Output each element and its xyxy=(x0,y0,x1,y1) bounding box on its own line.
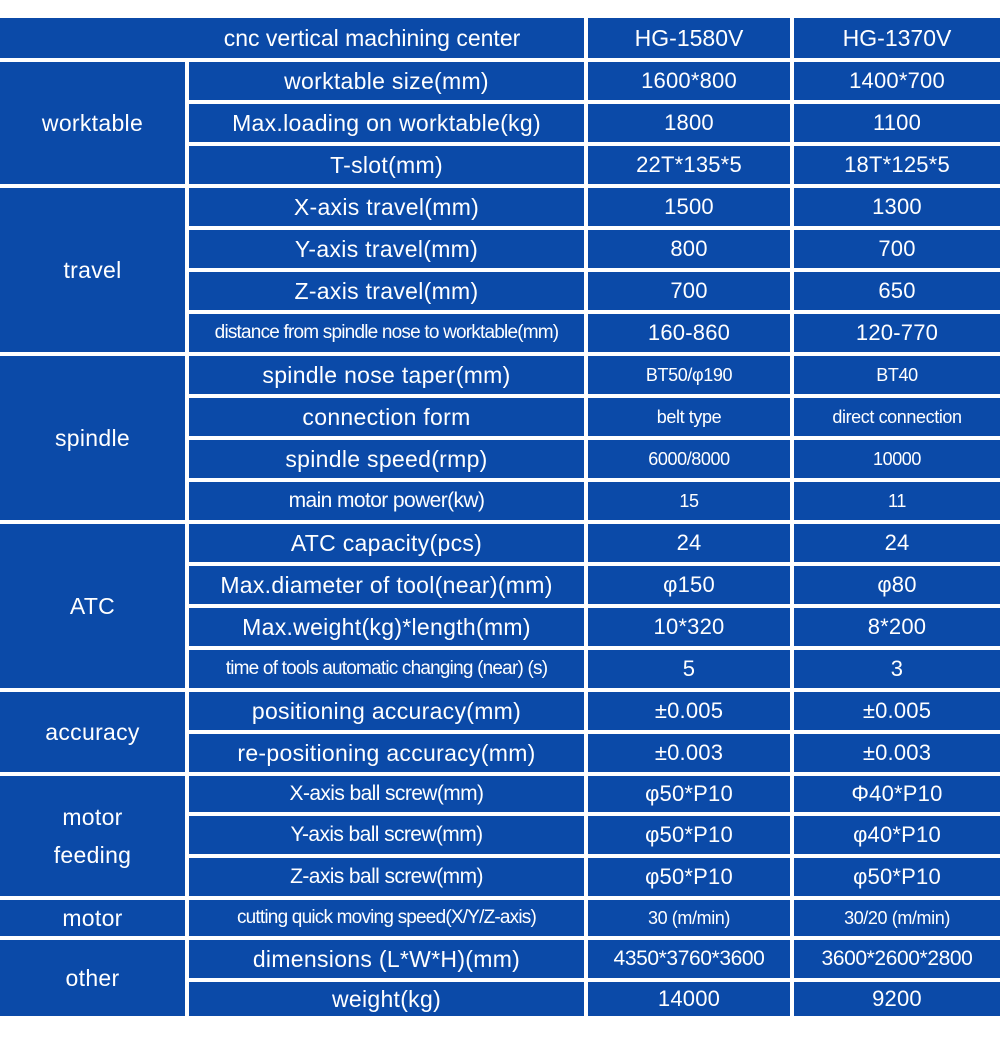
row-value-model-a-cell xyxy=(588,940,790,978)
row-value-model-a: 10*320 xyxy=(653,614,725,640)
row-value-model-b-cell xyxy=(794,230,1000,268)
row-label-cell xyxy=(189,188,584,226)
row-label: Max.weight(kg)*length(mm) xyxy=(242,613,531,640)
row-value-model-b: 8*200 xyxy=(867,614,927,640)
row-label-cell xyxy=(189,816,584,854)
row-value-model-a-cell xyxy=(588,776,790,812)
row-label-cell xyxy=(189,398,584,436)
row-value-model-b-cell xyxy=(794,314,1000,352)
row-label: X-axis travel(mm) xyxy=(293,193,480,220)
model-b-name: HG-1370V xyxy=(842,24,952,51)
row-value-model-b: 700 xyxy=(878,236,916,262)
row-label-cell xyxy=(189,692,584,730)
row-value-model-b: φ40*P10 xyxy=(853,822,941,848)
row-label: Z-axis ball screw(mm) xyxy=(290,864,483,888)
row-label: spindle speed(rmp) xyxy=(285,445,488,472)
row-label-cell xyxy=(189,566,584,604)
row-label: ATC capacity(pcs) xyxy=(290,529,483,556)
row-value-model-a: 4350*3760*3600 xyxy=(613,946,765,970)
row-value-model-b: 30/20 (m/min) xyxy=(844,907,950,928)
row-value-model-a-cell xyxy=(588,62,790,100)
row-value-model-a: BT50/φ190 xyxy=(645,364,733,385)
row-label: cutting quick moving speed(X/Y/Z-axis) xyxy=(236,907,537,929)
row-label: Max.loading on worktable(kg) xyxy=(232,109,541,136)
model-b-header xyxy=(794,18,1000,58)
row-value-model-b: 10000 xyxy=(872,448,922,469)
row-value-model-b-cell xyxy=(794,692,1000,730)
row-label-cell xyxy=(189,734,584,772)
group-2-name: spindle xyxy=(55,424,130,451)
row-value-model-b-cell xyxy=(794,482,1000,520)
row-label-cell xyxy=(189,982,584,1016)
row-value-model-a: φ50*P10 xyxy=(645,864,733,890)
row-value-model-b: ±0.003 xyxy=(862,740,932,766)
row-label-cell xyxy=(189,940,584,978)
row-value-model-b: 3 xyxy=(890,656,904,682)
group-3-name-cell xyxy=(0,524,185,688)
row-value-model-b-cell xyxy=(794,104,1000,142)
row-label-cell xyxy=(189,858,584,896)
row-value-model-a-cell xyxy=(588,356,790,394)
row-value-model-a-cell xyxy=(588,146,790,184)
row-value-model-b-cell xyxy=(794,650,1000,688)
row-value-model-a-cell xyxy=(588,314,790,352)
row-value-model-a: ±0.003 xyxy=(654,740,724,766)
row-label-cell xyxy=(189,62,584,100)
row-value-model-b-cell xyxy=(794,62,1000,100)
row-label-cell xyxy=(189,482,584,520)
group-4-name-cell xyxy=(0,692,185,772)
row-label: spindle nose taper(mm) xyxy=(262,361,511,388)
group-4-name: accuracy xyxy=(45,718,140,745)
row-value-model-b: φ80 xyxy=(877,572,917,598)
row-value-model-b-cell xyxy=(794,858,1000,896)
row-value-model-b-cell xyxy=(794,816,1000,854)
row-label-cell xyxy=(189,356,584,394)
row-value-model-b-cell xyxy=(794,272,1000,310)
group-1-name: travel xyxy=(63,256,122,283)
row-value-model-b-cell xyxy=(794,982,1000,1016)
row-value-model-a: φ50*P10 xyxy=(645,822,733,848)
row-value-model-b-cell xyxy=(794,900,1000,936)
row-value-model-b-cell xyxy=(794,940,1000,978)
row-label: re-positioning accuracy(mm) xyxy=(237,739,536,766)
row-value-model-a-cell xyxy=(588,230,790,268)
row-label: X-axis ball screw(mm) xyxy=(289,781,484,805)
row-value-model-b-cell xyxy=(794,440,1000,478)
row-label-cell xyxy=(189,650,584,688)
row-value-model-a-cell xyxy=(588,900,790,936)
row-value-model-a-cell xyxy=(588,692,790,730)
row-value-model-b: 1100 xyxy=(872,110,922,136)
row-value-model-a-cell xyxy=(588,608,790,646)
row-label-cell xyxy=(189,104,584,142)
row-value-model-b: ±0.005 xyxy=(862,698,932,724)
row-label: weight(kg) xyxy=(331,985,442,1012)
row-value-model-a-cell xyxy=(588,524,790,562)
row-value-model-a: ±0.005 xyxy=(654,698,724,724)
row-value-model-b-cell xyxy=(794,524,1000,562)
group-7-name: other xyxy=(65,964,120,991)
table-title: cnc vertical machining center xyxy=(223,24,521,51)
group-2-name-cell xyxy=(0,356,185,520)
row-value-model-a: 6000/8000 xyxy=(648,448,730,469)
row-value-model-b: 1400*700 xyxy=(849,68,945,94)
row-value-model-a-cell xyxy=(588,188,790,226)
row-value-model-b: 650 xyxy=(878,278,916,304)
row-label: connection form xyxy=(302,403,471,430)
row-label: time of tools automatic changing (near) (s) xyxy=(225,658,548,680)
row-value-model-a: 30 (m/min) xyxy=(647,907,730,928)
row-value-model-a: φ150 xyxy=(663,572,715,598)
model-a-header xyxy=(588,18,790,58)
row-value-model-b: direct connection xyxy=(832,406,962,427)
row-label-cell xyxy=(189,776,584,812)
group-0-name-cell xyxy=(0,62,185,184)
row-value-model-a: 24 xyxy=(676,530,702,556)
group-5-name-line: feeding xyxy=(53,842,132,868)
group-1-name-cell xyxy=(0,188,185,352)
row-value-model-a-cell xyxy=(588,482,790,520)
group-5-name-line: motor xyxy=(62,804,123,830)
row-value-model-a: 15 xyxy=(679,490,699,511)
group-0-name: worktable xyxy=(41,109,144,136)
row-value-model-b: BT40 xyxy=(876,364,918,385)
row-label: T-slot(mm) xyxy=(330,151,443,178)
row-value-model-a-cell xyxy=(588,272,790,310)
row-value-model-a: 160-860 xyxy=(647,320,731,346)
row-label-cell xyxy=(189,900,584,936)
group-6-name-cell xyxy=(0,900,185,936)
row-value-model-a: belt type xyxy=(656,406,722,427)
row-value-model-b: 11 xyxy=(888,490,906,511)
row-value-model-b: Φ40*P10 xyxy=(851,781,943,807)
row-label-cell xyxy=(189,314,584,352)
row-value-model-b-cell xyxy=(794,566,1000,604)
row-label: main motor power(kw) xyxy=(288,488,485,512)
row-value-model-a-cell xyxy=(588,650,790,688)
row-value-model-a-cell xyxy=(588,104,790,142)
row-value-model-a: 22T*135*5 xyxy=(636,152,742,178)
row-label: Y-axis travel(mm) xyxy=(294,235,479,262)
row-value-model-a-cell xyxy=(588,566,790,604)
row-value-model-a: φ50*P10 xyxy=(645,781,733,807)
row-value-model-b-cell xyxy=(794,398,1000,436)
row-label: worktable size(mm) xyxy=(284,67,489,94)
row-label-cell xyxy=(189,608,584,646)
row-label-cell xyxy=(189,230,584,268)
row-value-model-a-cell xyxy=(588,398,790,436)
row-value-model-b: 18T*125*5 xyxy=(844,152,950,178)
row-value-model-b-cell xyxy=(794,608,1000,646)
row-label-cell xyxy=(189,272,584,310)
group-5-name-cell xyxy=(0,776,185,896)
row-value-model-b: φ50*P10 xyxy=(853,864,941,890)
table-title-cell xyxy=(0,18,584,58)
row-value-model-a: 14000 xyxy=(657,986,721,1012)
row-label: Z-axis travel(mm) xyxy=(294,277,479,304)
row-value-model-b-cell xyxy=(794,734,1000,772)
row-value-model-b-cell xyxy=(794,146,1000,184)
row-label-cell xyxy=(189,146,584,184)
row-value-model-b: 3600*2600*2800 xyxy=(821,946,973,970)
row-value-model-a: 1800 xyxy=(664,110,714,136)
row-value-model-a: 5 xyxy=(682,656,696,682)
row-value-model-b: 24 xyxy=(884,530,910,556)
row-label: Y-axis ball screw(mm) xyxy=(290,822,483,846)
row-value-model-a: 700 xyxy=(670,278,708,304)
row-label: positioning accuracy(mm) xyxy=(251,697,522,724)
row-label-cell xyxy=(189,440,584,478)
row-value-model-a: 800 xyxy=(670,236,708,262)
row-value-model-b: 1300 xyxy=(872,194,922,220)
row-value-model-b-cell xyxy=(794,188,1000,226)
row-value-model-a: 1600*800 xyxy=(641,68,737,94)
row-label-cell xyxy=(189,524,584,562)
row-label: distance from spindle nose to worktable(mm) xyxy=(214,322,559,344)
row-value-model-a-cell xyxy=(588,440,790,478)
row-value-model-b: 9200 xyxy=(872,986,922,1012)
row-label: dimensions (L*W*H)(mm) xyxy=(252,945,521,972)
row-value-model-b: 120-770 xyxy=(855,320,939,346)
row-value-model-a: 1500 xyxy=(664,194,714,220)
row-value-model-b-cell xyxy=(794,776,1000,812)
group-7-name-cell xyxy=(0,940,185,1016)
row-value-model-b-cell xyxy=(794,356,1000,394)
row-value-model-a-cell xyxy=(588,858,790,896)
group-6-name: motor xyxy=(62,904,123,931)
row-value-model-a-cell xyxy=(588,734,790,772)
row-value-model-a-cell xyxy=(588,816,790,854)
row-label: Max.diameter of tool(near)(mm) xyxy=(220,571,553,598)
group-3-name: ATC xyxy=(69,592,116,619)
model-a-name: HG-1580V xyxy=(634,24,744,51)
row-value-model-a-cell xyxy=(588,982,790,1016)
